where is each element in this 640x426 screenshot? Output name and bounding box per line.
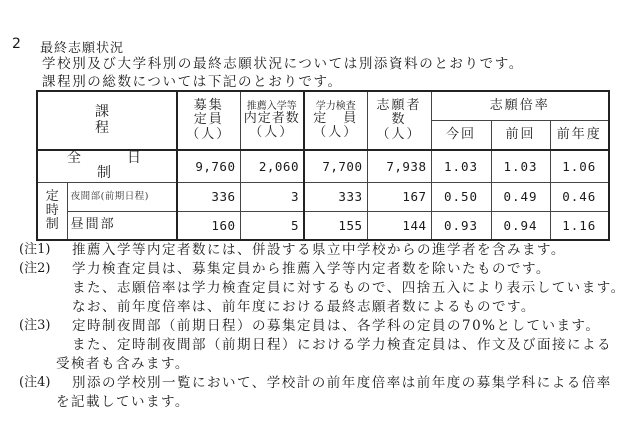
note-2-label: (注2) bbox=[19, 261, 51, 276]
cell-capacity: 336 bbox=[177, 182, 240, 211]
header-capacity-line: 募集 bbox=[193, 98, 224, 114]
cell-recommended: 5 bbox=[240, 211, 304, 240]
cell-applicants: 167 bbox=[367, 182, 431, 211]
header-applicants-line: （人） bbox=[376, 126, 422, 142]
header-recommended-line: 推薦入学等 bbox=[246, 100, 297, 112]
note-4-text: を記載しています。 bbox=[56, 394, 190, 410]
header-ratio-prev-year: 前年度 bbox=[550, 120, 609, 150]
header-exam-capacity-line: 定 員 bbox=[313, 110, 359, 126]
cell-applicants: 144 bbox=[367, 211, 431, 240]
header-exam-capacity bbox=[304, 91, 367, 150]
cell-exam-capacity: 333 bbox=[304, 182, 367, 211]
note-3-label: (注3) bbox=[19, 318, 51, 333]
header-capacity-line: 定員 bbox=[193, 112, 224, 128]
course-night: 夜間部(前期日程) bbox=[67, 182, 177, 211]
header-applicants-line: 志願者 bbox=[376, 98, 422, 114]
header-ratio-prev: 前回 bbox=[491, 120, 550, 150]
cell-exam-capacity: 155 bbox=[304, 211, 367, 240]
intro-line: 学校別及び大学科別の最終志願状況については別添資料のとおりです。 bbox=[42, 56, 524, 72]
note-2-text: なお、前年度倍率は、前年度における最終志願者数によるものです。 bbox=[72, 299, 536, 315]
cell-capacity: 160 bbox=[177, 211, 240, 240]
note-1-text: 推薦入学等内定者数には、併設する県立中学校からの進学者を含みます。 bbox=[72, 242, 566, 258]
part-time-label-char: 時 bbox=[45, 202, 59, 218]
course-day: 昼間部 bbox=[67, 211, 177, 240]
table-row bbox=[37, 150, 609, 182]
section-number: 2 bbox=[12, 36, 21, 52]
header-recommended-line: （人） bbox=[249, 125, 295, 140]
header-recommended-line: 内定者数 bbox=[243, 110, 300, 126]
header-recommended bbox=[240, 91, 304, 150]
cell-ratio-prev-year: 0.46 bbox=[550, 182, 609, 211]
cell-ratio-prev-year: 1.16 bbox=[550, 211, 609, 240]
cell-ratio-prev: 0.49 bbox=[491, 182, 550, 211]
application-summary-table bbox=[36, 90, 610, 241]
intro-line: 課程別の総数については下記のとおりです。 bbox=[42, 74, 343, 90]
cell-recommended: 3 bbox=[240, 182, 304, 211]
cell-capacity: 9,760 bbox=[177, 150, 240, 182]
cell-ratio-now: 0.50 bbox=[431, 182, 491, 211]
note-1-label: (注1) bbox=[19, 242, 51, 257]
header-applicants-line: 数 bbox=[391, 112, 407, 128]
header-ratio-group: 志願倍率 bbox=[431, 91, 609, 120]
header-exam-capacity-line: 学力検査 bbox=[315, 100, 356, 112]
course-full-time: 全 日 制 bbox=[37, 150, 177, 182]
cell-ratio-prev: 1.03 bbox=[491, 150, 550, 182]
note-4-text: 別添の学校別一覧において、学校計の前年度倍率は前年度の募集学科による倍率 bbox=[72, 375, 612, 391]
section-title: 最終志願状況 bbox=[40, 41, 125, 56]
cell-ratio-prev: 0.94 bbox=[491, 211, 550, 240]
cell-ratio-prev-year: 1.06 bbox=[550, 150, 609, 182]
note-3-text: また、定時制夜間部（前期日程）における学力検査定員は、作文及び面接による bbox=[72, 337, 612, 353]
part-time-label-char: 制 bbox=[45, 217, 59, 233]
header-capacity-line: （人） bbox=[186, 126, 232, 142]
part-time-label-char: 定 bbox=[45, 188, 59, 204]
note-4-label: (注4) bbox=[19, 375, 51, 390]
header-capacity bbox=[177, 91, 240, 150]
cell-applicants: 7,938 bbox=[367, 150, 431, 182]
header-ratio-now: 今回 bbox=[431, 120, 491, 150]
cell-recommended: 2,060 bbox=[240, 150, 304, 182]
cell-exam-capacity: 7,700 bbox=[304, 150, 367, 182]
note-2-text: 学力検査定員は、募集定員から推薦入学等内定者数を除いたものです。 bbox=[72, 261, 551, 277]
header-exam-capacity-line: （人） bbox=[313, 125, 359, 140]
header-applicants bbox=[367, 91, 431, 150]
part-time-group-label bbox=[37, 182, 67, 240]
table-row bbox=[37, 211, 609, 240]
cell-ratio-now: 0.93 bbox=[431, 211, 491, 240]
note-3-text: 受検者も含みます。 bbox=[56, 356, 190, 372]
cell-ratio-now: 1.03 bbox=[431, 150, 491, 182]
note-3-text: 定時制夜間部（前期日程）の募集定員は、各学科の定員の70%としています。 bbox=[72, 318, 601, 334]
header-course: 課 程 bbox=[37, 91, 177, 150]
table-row bbox=[37, 182, 609, 211]
note-2-text: また、志願倍率は学力検査定員に対するもので、四捨五入により表示しています。 bbox=[72, 280, 626, 296]
